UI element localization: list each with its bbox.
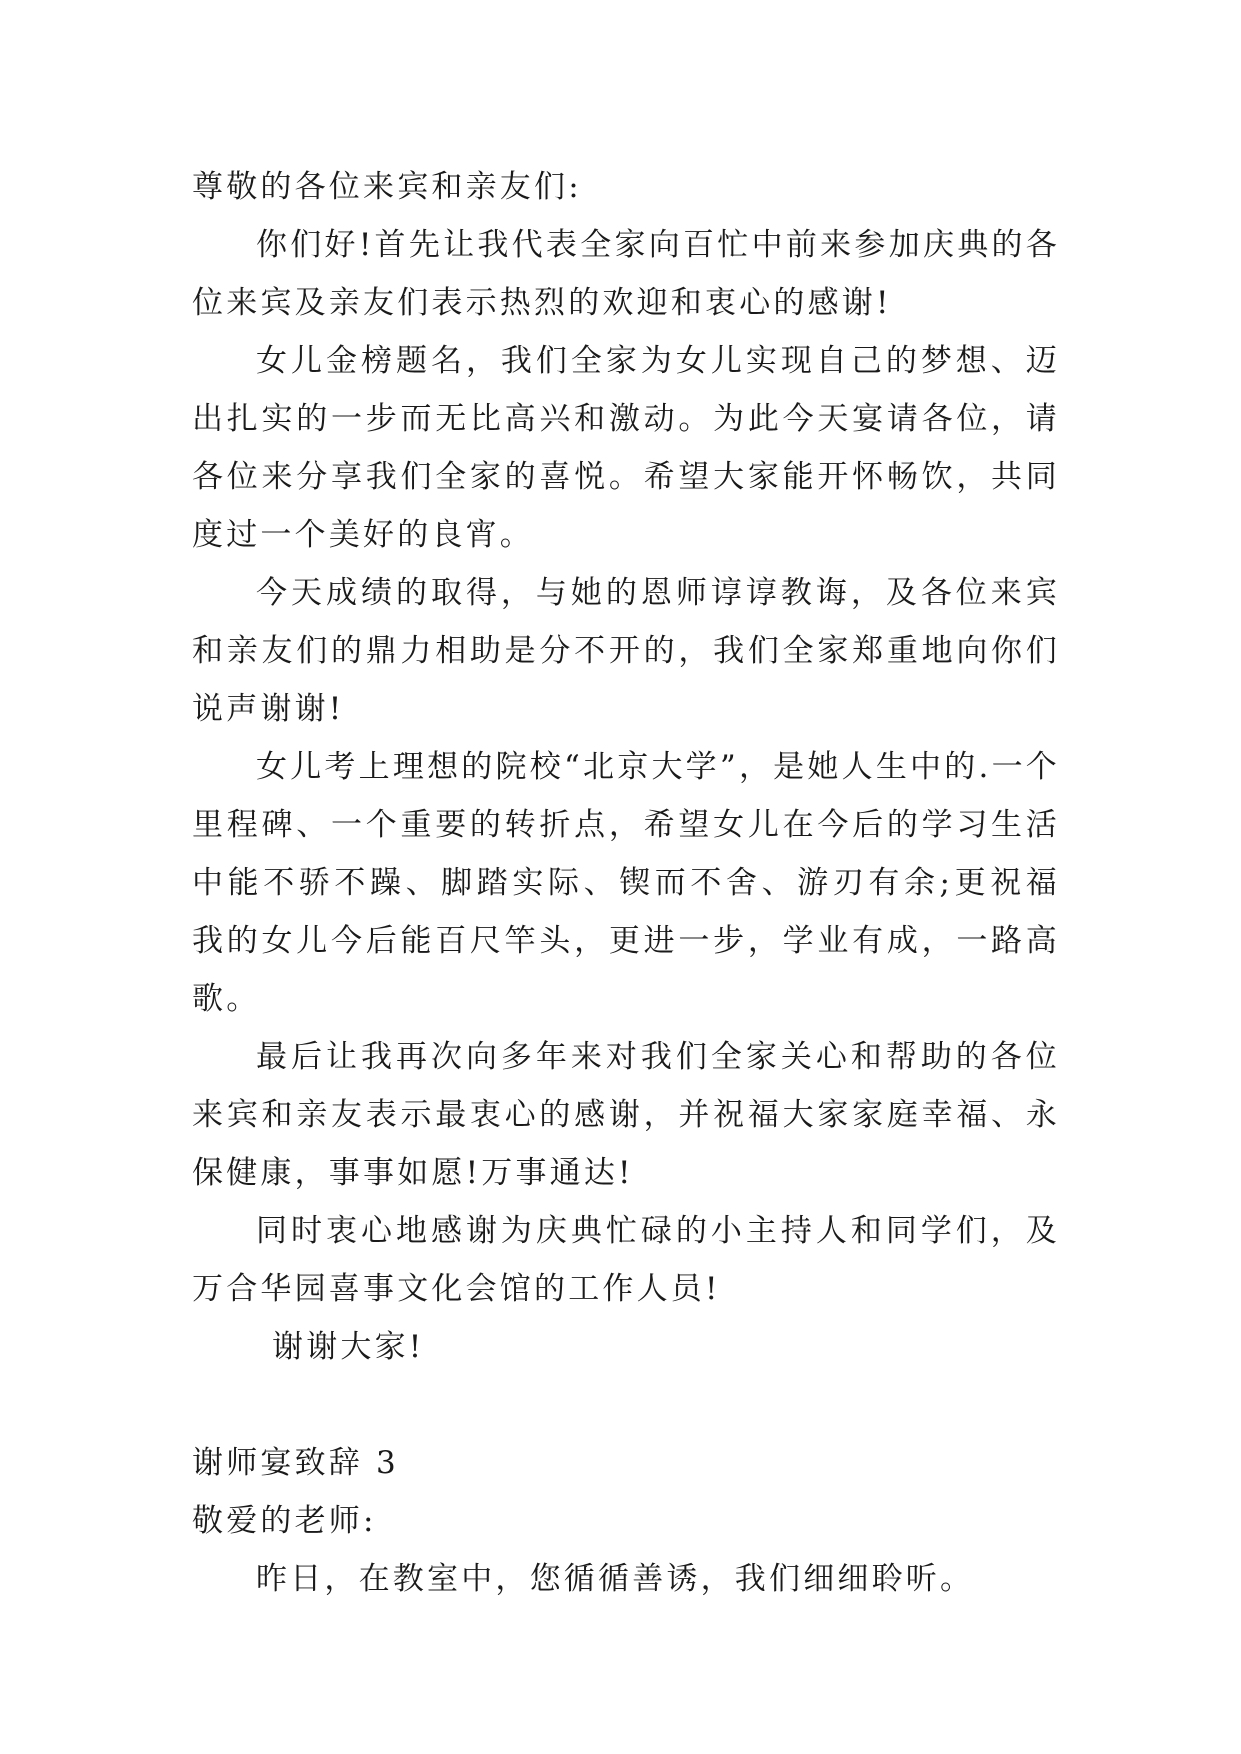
section-first-paragraph: 昨日，在教室中，您循循善诱，我们细细聆听。 (256, 1561, 975, 1597)
closing-line: 谢谢大家! (272, 1329, 425, 1365)
section-greeting: 敬爱的老师: (192, 1503, 377, 1539)
paragraph-gratitude: 今天成绩的取得，与她的恩师谆谆教诲，及各位来宾和亲友们的鼎力相助是分不开的，我们全家郑重地向你们说声谢谢! (192, 575, 1060, 727)
document-body (192, 158, 1060, 1608)
paragraph-welcome: 你们好!首先让我代表全家向百忙中前来参加庆典的各位来宾及亲友们表示热烈的欢迎和衷心的感谢! (192, 227, 1060, 321)
section-title: 谢师宴致辞 3 (192, 1445, 399, 1481)
paragraph-final-thanks: 最后让我再次向多年来对我们全家关心和帮助的各位来宾和亲友表示最衷心的感谢，并祝福大家家庭幸福、永保健康，事事如愿!万事通达! (192, 1039, 1060, 1191)
section-gap (192, 1376, 1060, 1434)
paragraph-university: 女儿考上理想的院校“北京大学”，是她人生中的.一个里程碑、一个重要的转折点，希望女儿在今后的学习生活中能不骄不躁、脚踏实际、锲而不舍、游刃有余;更祝福我的女儿今后能百尺竿头，更进一步，学业有成，一路高歌。 (192, 749, 1060, 1017)
greeting-line: 尊敬的各位来宾和亲友们: (192, 169, 582, 205)
paragraph-celebration: 女儿金榜题名，我们全家为女儿实现自己的梦想、迈出扎实的一步而无比高兴和激动。为此今天宴请各位，请各位来分享我们全家的喜悦。希望大家能开怀畅饮，共同度过一个美好的良宵。 (192, 343, 1060, 553)
paragraph-staff-thanks: 同时衷心地感谢为庆典忙碌的小主持人和同学们，及万合华园喜事文化会馆的工作人员! (192, 1213, 1060, 1307)
